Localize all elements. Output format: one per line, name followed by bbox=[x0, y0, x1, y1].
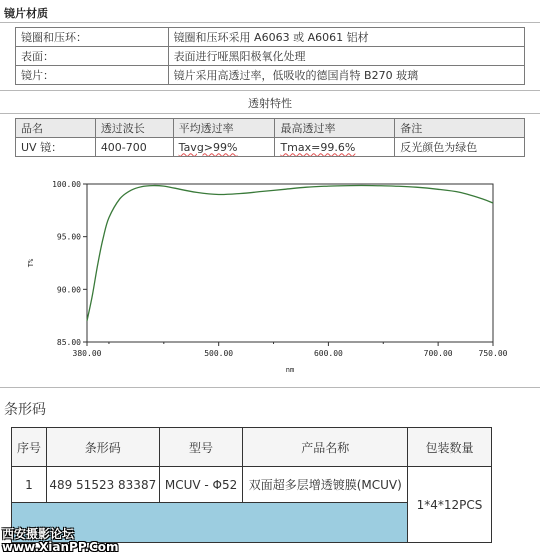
material-value: 表面进行哑黑阳极氧化处理 bbox=[168, 47, 524, 66]
x-tick-label: 500.00 bbox=[204, 349, 234, 358]
header-max-transmission: 最高透过率 bbox=[275, 119, 395, 138]
material-value: 镜圈和压环采用 A6063 或 A6061 铝材 bbox=[168, 28, 524, 47]
cell-product: UV 镜： bbox=[16, 138, 96, 157]
transmission-table bbox=[15, 118, 525, 157]
header-remarks: 备注 bbox=[395, 119, 525, 138]
x-tick-label: 600.00 bbox=[313, 349, 343, 358]
chart-lines bbox=[87, 186, 493, 321]
y-tick-label: 90.00 bbox=[56, 285, 81, 295]
cell-avg-transmission: Tavg>99% bbox=[178, 140, 238, 154]
cell-avg-transmission-wrap bbox=[173, 138, 275, 157]
material-value: 镜片采用高透过率，低吸收的德国肖特 B270 玻璃 bbox=[168, 66, 524, 85]
header-wavelength: 透过波长 bbox=[95, 119, 173, 138]
x-tick-label: 750.00 bbox=[478, 349, 508, 358]
transmission-series-line bbox=[87, 186, 493, 321]
barcode-section-title: 条形码 bbox=[4, 402, 46, 418]
y-axis-label: T% bbox=[27, 258, 35, 268]
header-barcode: 条形码 bbox=[46, 428, 159, 467]
x-tick-label: 700.00 bbox=[423, 349, 453, 358]
x-axis-label: nm bbox=[285, 366, 295, 374]
y-tick-label: 100.00 bbox=[52, 180, 81, 189]
cell-product-name: 双面超多层增透镀膜(MCUV) bbox=[243, 467, 408, 503]
watermark-line2: www.XianPP.Com bbox=[2, 540, 119, 554]
header-avg-transmission: 平均透过率 bbox=[173, 119, 275, 138]
cell-index: 1 bbox=[12, 467, 47, 503]
barcode-table bbox=[11, 427, 492, 543]
transmission-chart bbox=[0, 165, 540, 380]
watermark-line1: 西安摄影论坛 bbox=[2, 527, 75, 541]
cell-package-qty: 1*4*12PCS bbox=[408, 467, 492, 543]
divider-material bbox=[0, 22, 540, 23]
material-row bbox=[16, 28, 525, 47]
barcode-data-row bbox=[12, 467, 492, 503]
divider-transmission bbox=[0, 90, 540, 91]
divider-barcode bbox=[0, 387, 540, 388]
cell-max-transmission: Tmax=99.6% bbox=[280, 140, 356, 154]
y-tick-label: 85.00 bbox=[56, 338, 81, 347]
header-index: 序号 bbox=[12, 428, 47, 467]
barcode-header-row bbox=[12, 428, 492, 467]
header-model: 型号 bbox=[159, 428, 243, 467]
cell-wavelength: 400-700 bbox=[95, 138, 173, 157]
header-package-qty: 包装数量 bbox=[408, 428, 492, 467]
material-table bbox=[15, 27, 525, 85]
material-label: 表面： bbox=[16, 47, 169, 66]
x-tick-label: 380.00 bbox=[72, 349, 102, 358]
material-row bbox=[16, 66, 525, 85]
transmission-title: 透射特性 bbox=[248, 97, 292, 110]
site-watermark bbox=[2, 528, 119, 554]
chart-axes bbox=[87, 184, 493, 342]
transmission-data-row bbox=[16, 138, 525, 157]
divider-transmission-bottom bbox=[0, 113, 540, 114]
cell-barcode: 489 51523 83387 bbox=[46, 467, 159, 503]
material-section-title: 镜片材质 bbox=[4, 7, 48, 20]
y-tick-label: 95.00 bbox=[56, 232, 81, 242]
header-product-name: 产品名称 bbox=[243, 428, 408, 467]
cell-model: MCUV - Φ52 bbox=[159, 467, 243, 503]
material-label: 镜片： bbox=[16, 66, 169, 85]
plot-frame bbox=[87, 184, 493, 342]
material-label: 镜圈和压环： bbox=[16, 28, 169, 47]
header-product: 品名 bbox=[16, 119, 96, 138]
chart-ticks bbox=[83, 184, 493, 346]
cell-max-transmission-wrap bbox=[275, 138, 395, 157]
transmission-header-row bbox=[16, 119, 525, 138]
cell-remarks: 反光颜色为绿色 bbox=[395, 138, 525, 157]
material-row bbox=[16, 47, 525, 66]
chart-labels bbox=[27, 180, 508, 374]
